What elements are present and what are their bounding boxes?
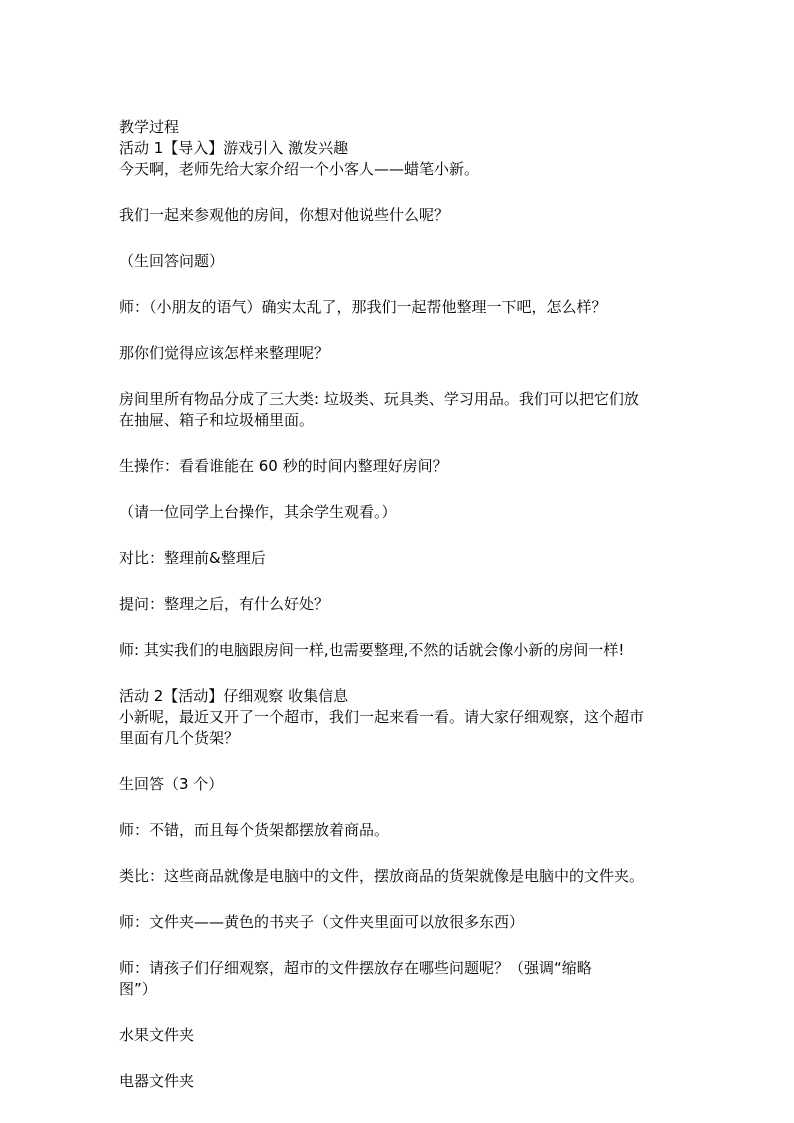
paragraph-line: 房间里所有物品分成了三大类: 垃圾类、玩具类、学习用品。我们可以把它们放 <box>119 390 639 408</box>
paragraph: （请一位同学上台操作，其余学生观看。） <box>119 503 397 521</box>
activity-1-title: 活动 1【导入】游戏引入 激发兴趣 <box>119 139 349 157</box>
paragraph-line: 图”） <box>119 980 157 998</box>
paragraph: 对比：整理前&整理后 <box>119 549 266 567</box>
document-page <box>119 117 679 1092</box>
paragraph-line: 在抽屉、箱子和垃圾桶里面。 <box>119 411 315 429</box>
paragraph: 师: 其实我们的电脑跟房间一样,也需要整理,不然的话就会像小新的房间一样! <box>119 641 625 659</box>
paragraph: 今天啊，老师先给大家介绍一个小客人——蜡笔小新。 <box>119 160 480 178</box>
paragraph-line: 师：请孩子们仔细观察，超市的文件摆放存在哪些问题呢？（强调“缩略 <box>119 959 592 977</box>
paragraph: 水果文件夹 <box>119 1026 195 1044</box>
paragraph: 生回答（3 个） <box>119 775 224 793</box>
paragraph: 提问：整理之后，有什么好处？ <box>119 595 330 613</box>
activity-2-title: 活动 2【活动】仔细观察 收集信息 <box>119 687 349 705</box>
paragraph: 师：文件夹——黄色的书夹子（文件夹里面可以放很多东西） <box>119 913 525 931</box>
paragraph: 类比：这些商品就像是电脑中的文件，摆放商品的货架就像是电脑中的文件夹。 <box>119 867 645 885</box>
paragraph: 师：不错，而且每个货架都摆放着商品。 <box>119 821 390 839</box>
paragraph: （生回答问题） <box>119 252 225 270</box>
paragraph: 我们一起来参观他的房间，你想对他说些什么呢？ <box>119 206 450 224</box>
paragraph: 生操作：看看谁能在 60 秒的时间内整理好房间？ <box>119 457 448 475</box>
paragraph: 师：（小朋友的语气）确实太乱了，那我们一起帮他整理一下吧，怎么样？ <box>119 298 607 316</box>
paragraph: 那你们觉得应该怎样来整理呢？ <box>119 344 330 362</box>
paragraph-line: 小新呢，最近又开了一个超市，我们一起来看一看。请大家仔细观察，这个超市 <box>119 708 645 726</box>
section-heading: 教学过程 <box>119 118 180 136</box>
paragraph-line: 里面有几个货架？ <box>119 729 240 747</box>
paragraph: 电器文件夹 <box>119 1072 195 1090</box>
